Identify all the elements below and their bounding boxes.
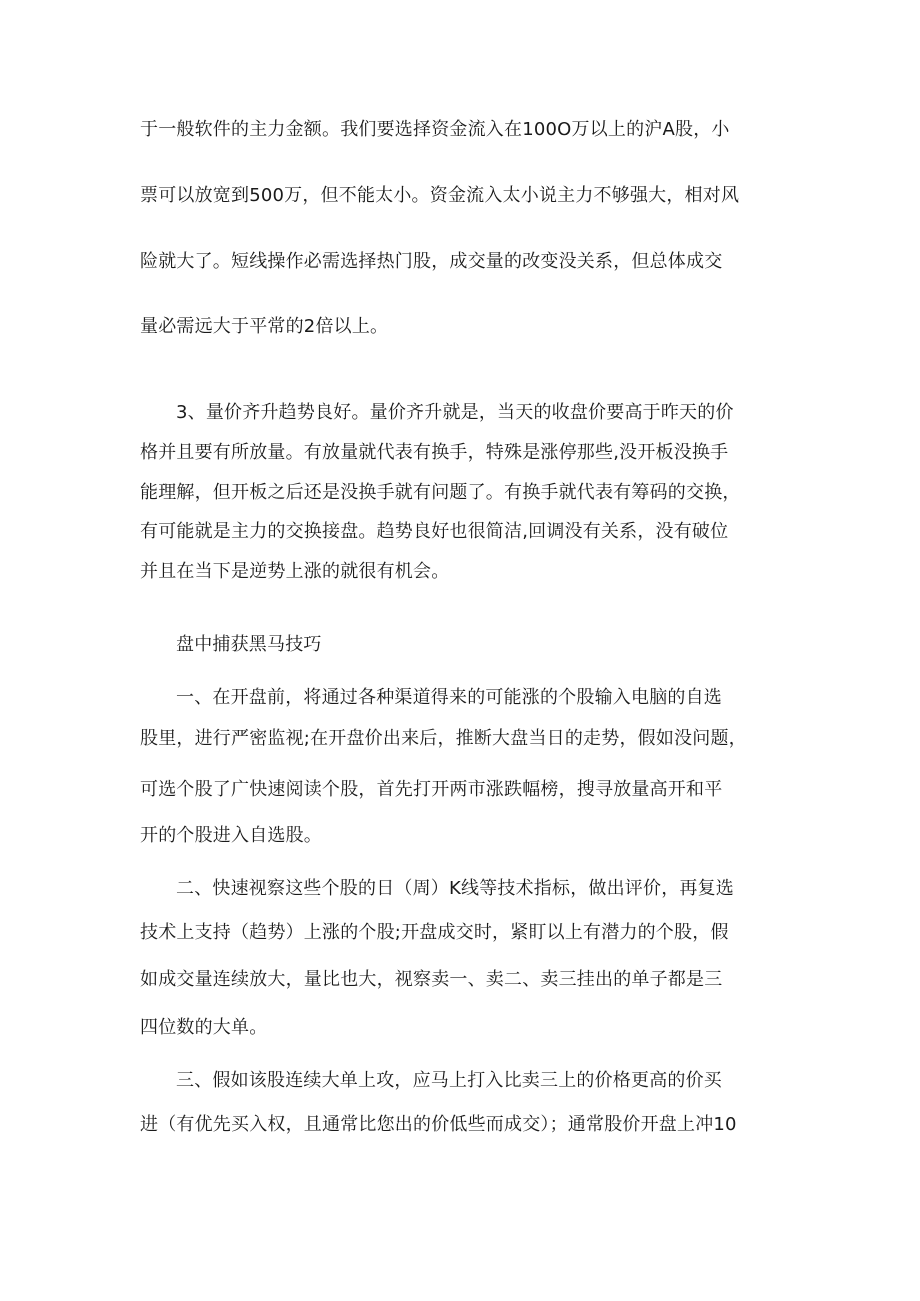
paragraph-line: 险就大了。短线操作必需选择热门股，成交量的改变没关系，但总体成交 <box>140 251 723 272</box>
paragraph-line: 并且在当下是逆势上涨的就很有机会。 <box>140 561 450 582</box>
paragraph-line: 能理解，但开板之后还是没换手就有问题了。有换手就代表有筹码的交换， <box>140 482 741 503</box>
paragraph-line: 格并且要有所放量。有放量就代表有换手，特殊是涨停那些,没开板没换手 <box>140 442 729 463</box>
paragraph-line: 于一般软件的主力金额。我们要选择资金流入在100O万以上的沪A股，小 <box>140 119 730 140</box>
paragraph-line: 进（有优先买入权，且通常比您出的价低些而成交）；通常股价开盘上冲10 <box>140 1114 737 1135</box>
paragraph-line: 技术上支持（趋势）上涨的个股;开盘成交时，紧盯以上有潜力的个股，假 <box>140 922 729 943</box>
paragraph-line: 如成交量连续放大，量比也大，视察卖一、卖二、卖三挂出的单子都是三 <box>140 969 723 990</box>
section-heading: 盘中捕获黑马技巧 <box>176 634 322 655</box>
paragraph-line: 票可以放宽到500万，但不能太小。资金流入太小说主力不够强大，相对风 <box>140 185 740 206</box>
paragraph-line: 二、快速视察这些个股的日（周）K线等技术指标，做出评价，再复选 <box>176 878 735 899</box>
paragraph-line: 可选个股了广快速阅读个股，首先打开两市涨跌幅榜，搜寻放量高开和平 <box>140 779 723 800</box>
paragraph-line: 三、假如该股连续大单上攻，应马上打入比卖三上的价格更高的价买 <box>176 1070 722 1091</box>
paragraph-line: 股里，进行严密监视;在开盘价出来后，推断大盘当日的走势，假如没问题， <box>140 728 747 749</box>
paragraph-line: 四位数的大单。 <box>140 1017 268 1038</box>
paragraph-line: 有可能就是主力的交换接盘。趋势良好也很简洁,回调没有关系，没有破位 <box>140 521 729 542</box>
paragraph-line: 开的个股进入自选股。 <box>140 825 322 846</box>
paragraph-line: 量必需远大于平常的2倍以上。 <box>140 316 389 337</box>
paragraph-line: 一、在开盘前，将通过各种渠道得来的可能涨的个股输入电脑的自选 <box>176 687 722 708</box>
paragraph-line: 3、量价齐升趋势良好。量价齐升就是，当天的收盘价要高于昨天的价 <box>176 402 734 423</box>
